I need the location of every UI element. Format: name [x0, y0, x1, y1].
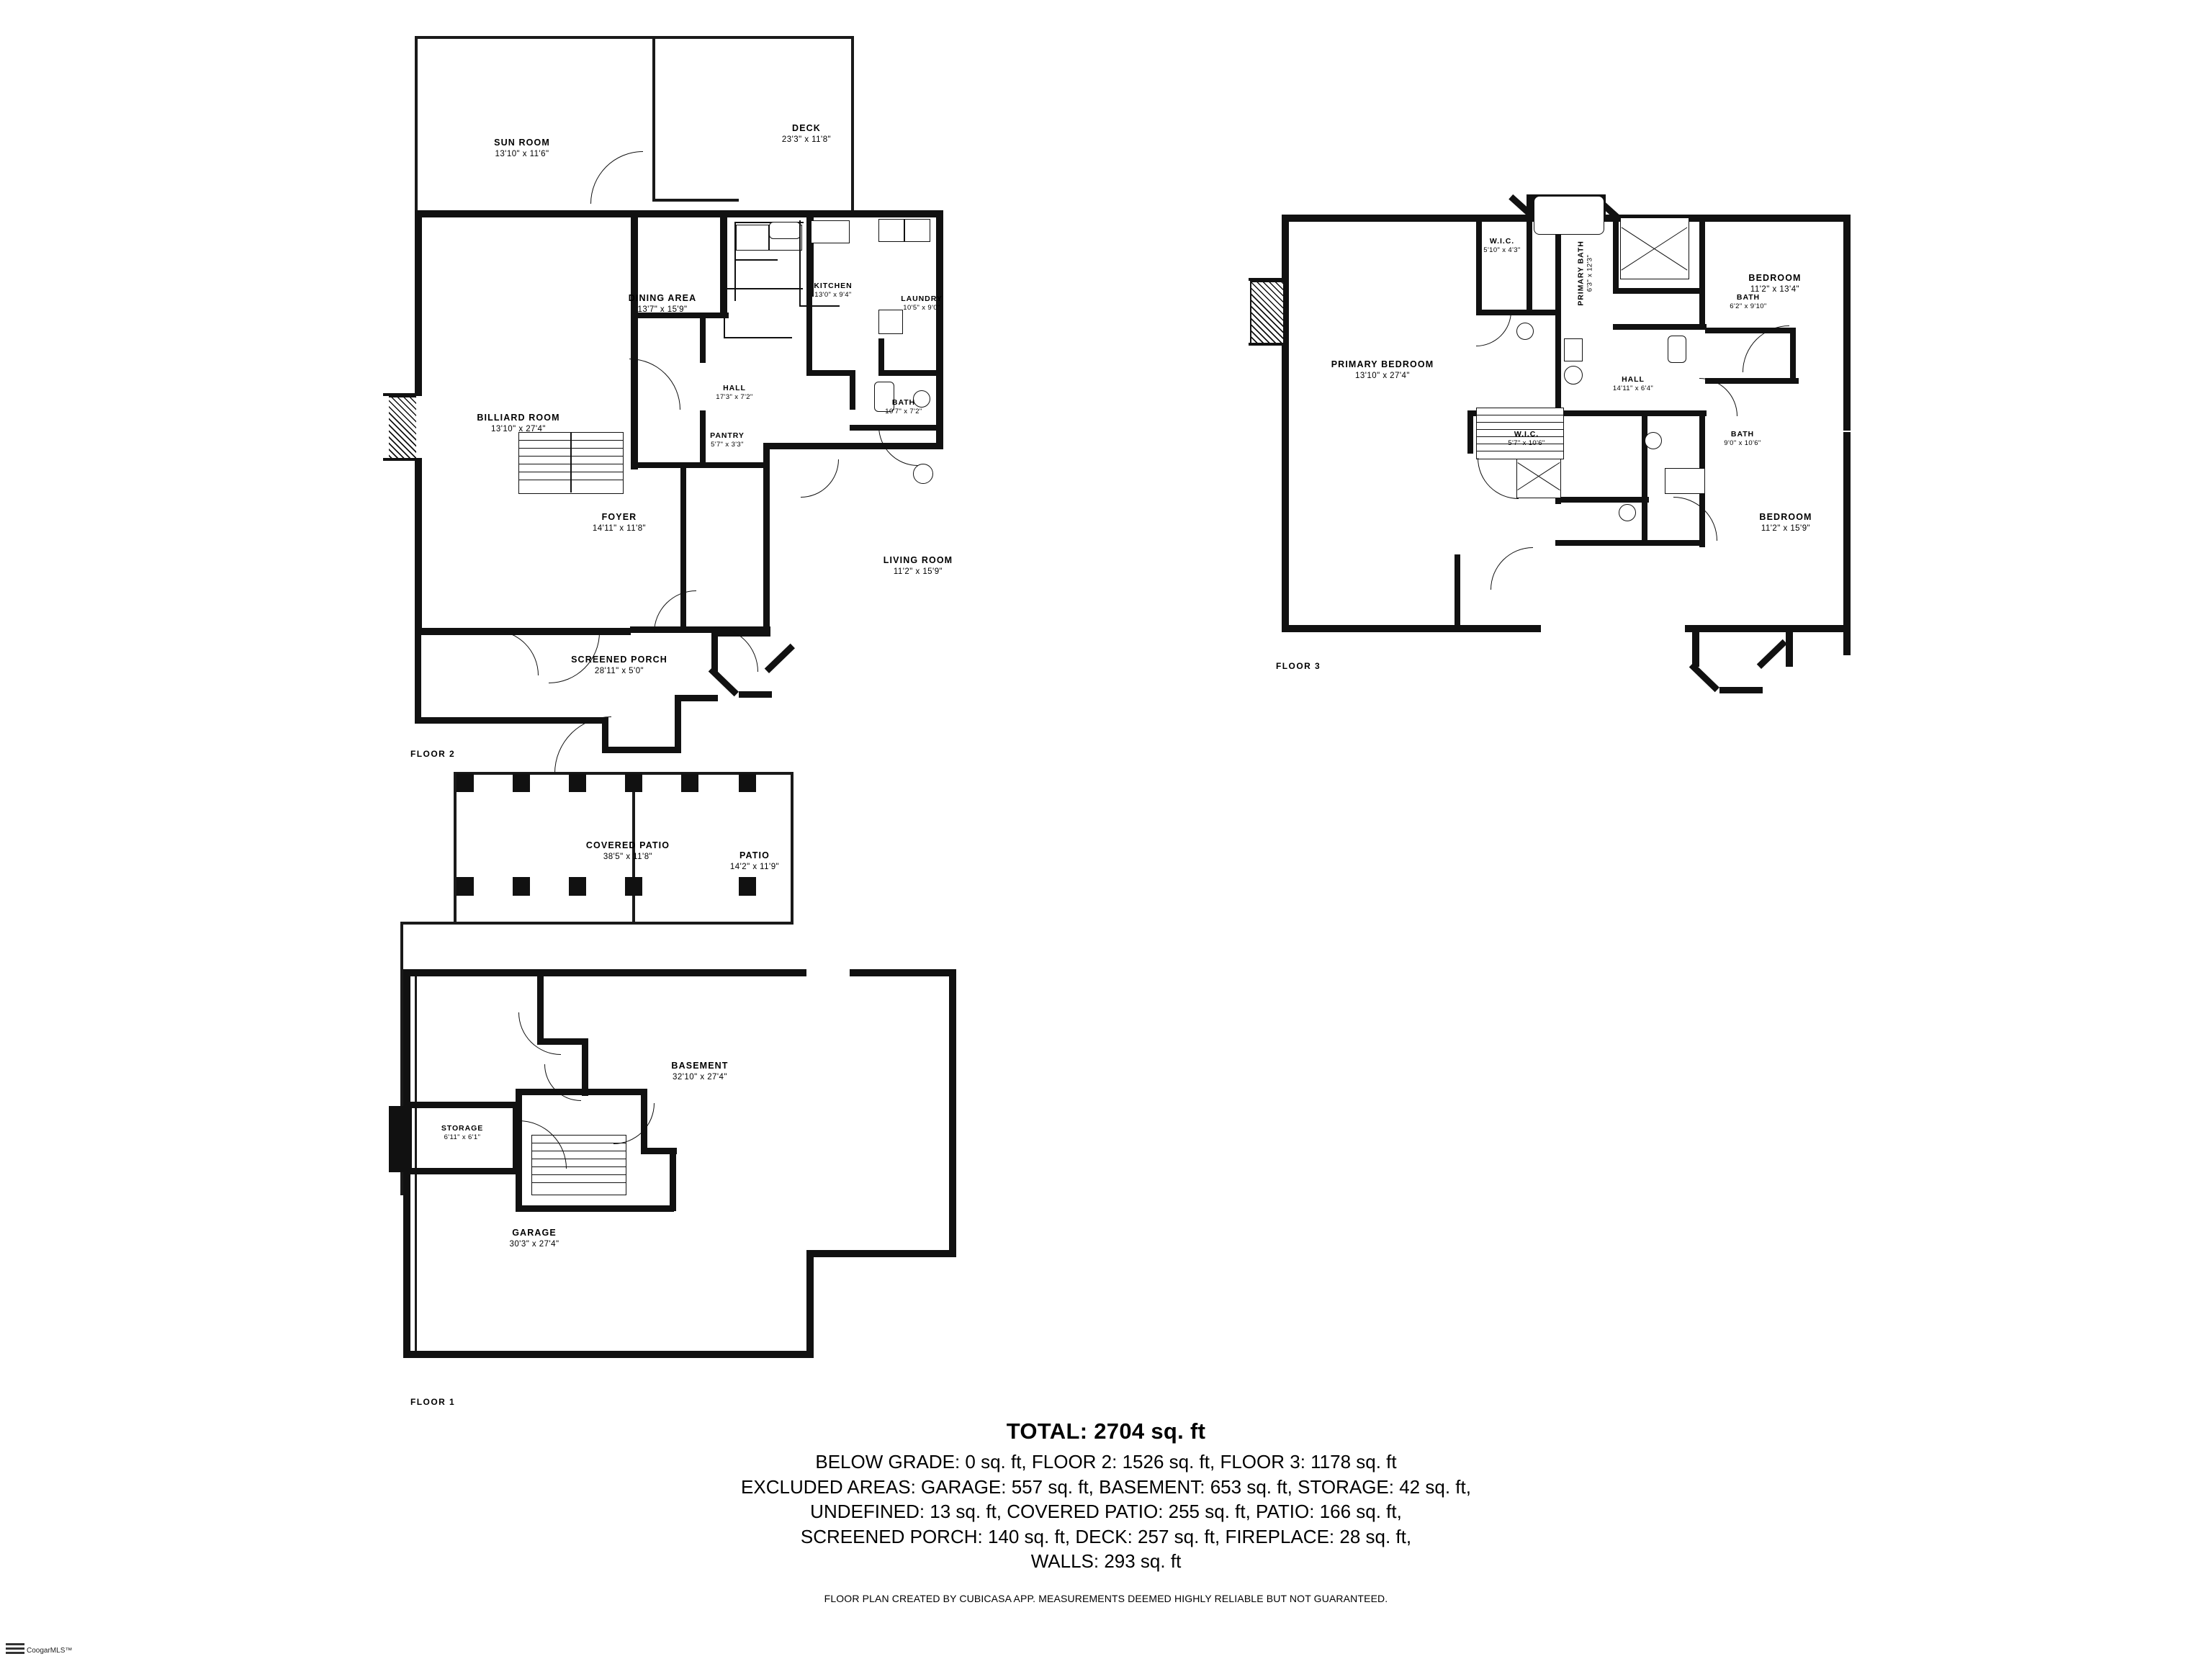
summary-line-2: EXCLUDED AREAS: GARAGE: 557 sq. ft, BASEMENT: 653 sq. ft, STORAGE: 42 sq. ft, — [741, 1475, 1471, 1498]
room-label-bedroom-1: BEDROOM 11'2" x 13'4" — [1748, 273, 1802, 294]
room-label-garage: GARAGE 30'3" x 27'4" — [509, 1228, 559, 1249]
floor-1-plan — [374, 763, 1210, 1411]
shower-stall — [1620, 217, 1689, 279]
room-label-laundry: LAUNDRY 10'5" x 9'0" — [901, 295, 943, 313]
room-label-primary-bedroom: PRIMARY BEDROOM 13'10" x 27'4" — [1331, 359, 1434, 380]
room-label-patio: PATIO 14'2" x 11'9" — [729, 850, 780, 871]
room-label-foyer: FOYER 14'11" x 11'8" — [592, 512, 647, 533]
room-label-basement: BASEMENT 32'10" x 27'4" — [671, 1061, 729, 1082]
summary-line-4: SCREENED PORCH: 140 sq. ft, DECK: 257 sq. ft, FIREPLACE: 28 sq. ft, — [800, 1525, 1412, 1547]
room-label-billiard-room: BILLIARD ROOM 13'10" x 27'4" — [477, 413, 560, 433]
room-label-storage: STORAGE 6'11" x 6'1" — [441, 1124, 484, 1142]
floor-2-plan — [374, 22, 1210, 763]
room-label-pantry: PANTRY 5'7" x 3'3" — [710, 431, 745, 449]
floor-tag-3: FLOOR 3 — [1276, 661, 1321, 671]
mls-watermark-label: CoogarMLS™ — [27, 1647, 73, 1655]
room-label-kitchen: KITCHEN 13'0" x 9'4" — [814, 282, 853, 300]
room-label-living-room: LIVING ROOM 11'2" x 15'9" — [883, 555, 953, 576]
room-label-dining-area: DINING AREA 13'7" x 15'9" — [628, 293, 697, 314]
room-label-deck: DECK 23'3" x 11'8" — [781, 123, 832, 144]
room-label-bedroom-2: BEDROOM 11'2" x 15'9" — [1759, 512, 1812, 533]
fireplace-hatch — [385, 396, 419, 461]
mls-logo-icon — [6, 1643, 24, 1655]
room-label-hall: HALL 17'3" x 7'2" — [716, 384, 753, 402]
room-label-primary-bath: PRIMARY BATH 6'3" x 12'3" — [1576, 240, 1594, 306]
mls-watermark — [6, 1643, 72, 1655]
room-label-bath: BATH 10'7" x 7'2" — [885, 398, 922, 416]
disclaimer-text: FLOOR PLAN CREATED BY CUBICASA APP. MEASUREMENTS DEEMED HIGHLY RELIABLE BUT NOT GUARANTEED. — [824, 1592, 1388, 1604]
room-label-screened-porch: SCREENED PORCH 28'11" x 5'0" — [571, 655, 667, 675]
summary-line-5: WALLS: 293 sq. ft — [1030, 1550, 1182, 1573]
closet-shelf — [1516, 454, 1561, 498]
room-label-wic-lower: W.I.C. 5'7" x 10'6" — [1508, 430, 1545, 448]
room-label-wic-upper: W.I.C. 5'10" x 4'3" — [1483, 237, 1521, 255]
room-label-covered-patio: COVERED PATIO 38'5" x 11'8" — [585, 840, 670, 861]
bathtub — [1534, 196, 1604, 235]
area-summary — [0, 1419, 2212, 1604]
floor-tag-2: FLOOR 2 — [410, 749, 456, 759]
floor-tag-1: FLOOR 1 — [410, 1397, 456, 1407]
total-sqft: TOTAL: 2704 sq. ft — [1006, 1419, 1206, 1444]
room-label-bath-upper: BATH 6'2" x 9'10" — [1730, 293, 1767, 311]
summary-line-1: BELOW GRADE: 0 sq. ft, FLOOR 2: 1526 sq. ft, FLOOR 3: 1178 sq. ft — [815, 1451, 1397, 1473]
room-label-hall-upper: HALL 14'11" x 6'4" — [1612, 375, 1654, 393]
summary-line-3: UNDEFINED: 13 sq. ft, COVERED PATIO: 255 sq. ft, PATIO: 166 sq. ft, — [810, 1501, 1402, 1523]
room-label-bath-lower: BATH 9'0" x 10'6" — [1724, 430, 1761, 448]
floor-3-plan — [1238, 194, 1959, 742]
room-label-sun-room: SUN ROOM 13'10" x 11'6" — [494, 138, 550, 158]
